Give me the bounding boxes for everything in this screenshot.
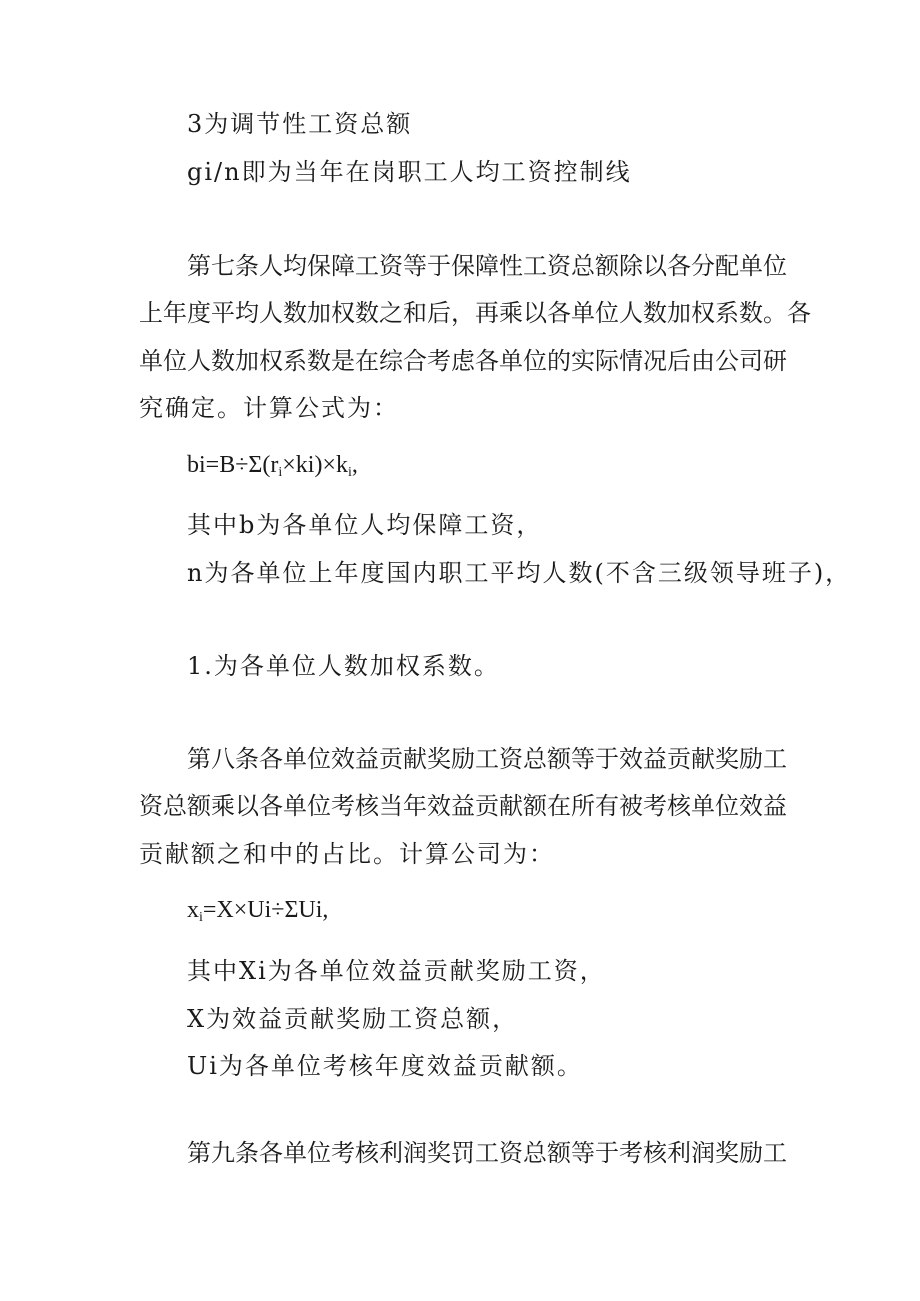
formula-part: x xyxy=(187,897,199,923)
text-line: 1.为各单位人数加权系数。 xyxy=(187,652,500,680)
text-line: 其中b为各单位人均保障工资， xyxy=(187,511,543,539)
article-8-line-3: 贡献额之和中的占比。计算公司为： xyxy=(139,840,555,868)
formula-part: =X×Ui÷ΣUi, xyxy=(202,897,329,923)
article-9-line-1: 第九条各单位考核利润奖罚工资总额等于考核利润奖励工 xyxy=(187,1139,787,1167)
formula-part: , xyxy=(351,452,358,478)
article-7-line-3: 单位人数加权系数是在综合考虑各单位的实际情况后由公司研 xyxy=(139,347,787,375)
formula-bi xyxy=(187,449,358,481)
formula-subscript: i xyxy=(199,910,203,925)
article-8-line-2: 资总额乘以各单位考核当年效益贡献额在所有被考核单位效益 xyxy=(139,792,787,820)
text-line: Ui为各单位考核年度效益贡献额。 xyxy=(187,1052,583,1080)
article-7-line-2: 上年度平均人数加权数之和后，再乘以各单位人数加权系数。各 xyxy=(139,299,811,327)
formula-subscript: i xyxy=(347,465,352,480)
text-line: 3为调节性工资总额 xyxy=(187,110,413,138)
article-7-line-4: 究确定。计算公式为： xyxy=(139,394,399,422)
formula-part: bi=B÷Σ(r xyxy=(187,452,279,478)
text-line: X为效益贡献奖励工资总额， xyxy=(187,1005,519,1033)
text-line: n为各单位上年度国内职工平均人数(不含三级领导班子)， xyxy=(187,559,852,587)
text-line: gi/n即为当年在岗职工人均工资控制线 xyxy=(187,158,632,186)
formula-part: ×ki)×k xyxy=(282,452,348,478)
formula-subscript: i xyxy=(278,465,283,480)
formula-xi xyxy=(187,894,328,926)
article-8-line-1: 第八条各单位效益贡献奖励工资总额等于效益贡献奖励工 xyxy=(187,745,787,773)
article-7-line-1: 第七条人均保障工资等于保障性工资总额除以各分配单位 xyxy=(187,252,787,280)
text-line: 其中Xi为各单位效益贡献奖励工资， xyxy=(187,957,606,985)
